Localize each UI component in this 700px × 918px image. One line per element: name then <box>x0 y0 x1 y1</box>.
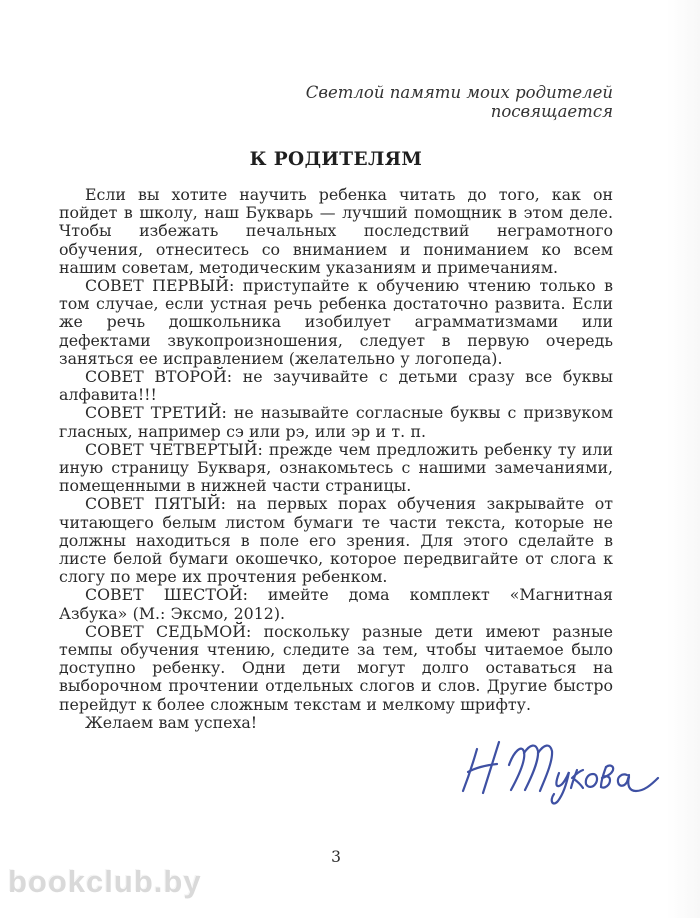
page-title: К РОДИТЕЛЯМ <box>249 149 423 170</box>
body-paragraph: СОВЕТ СЕДЬМОЙ: поскольку разные дети имеют разные темпы обучения чтению, следите за тем, чтобы читаемое было доступно ребенку. Одни дети могут долго оставаться на выборочном прочтении отдельных слогов и слов. Другие быстро перейдут к более сложным текстам и мелкому шрифту. <box>59 621 613 714</box>
epigraph-line-1: Светлой памяти моих родителей <box>305 83 613 102</box>
epigraph-line-2: посвящается <box>490 102 613 121</box>
body-paragraph: СОВЕТ ЧЕТВЕРТЫЙ: прежде чем предложить ребенку ту или иную страницу Букваря, ознакомьтесь с нашими замечаниями, помещенными в нижней части страницы. <box>59 439 613 496</box>
body-paragraph: СОВЕТ ТРЕТИЙ: не называйте согласные буквы с призвуком гласных, например сэ или рэ, или эр и т. п. <box>59 403 613 441</box>
page-number: 3 <box>331 848 341 866</box>
body-paragraph: Если вы хотите научить ребенка читать до того, как он пойдет в школу, наш Букварь — лучший помощник в этом деле. Чтобы избежать печальных последствий неграмотного обучения, отнеситесь со вниманием и пониманием ко всем нашим советам, методическим указаниям и примечаниям. <box>59 185 613 277</box>
body-paragraph: СОВЕТ ПЕРВЫЙ: приступайте к обучению чтению только в том случае, если устная речь ребенка достаточно развита. Если же речь дошкольника изобилует аграмматизмами или дефектами звукопроизношения, следует в первую очередь заняться ее исправлением (желательно у логопеда). <box>59 276 613 368</box>
body-paragraph: Желаем вам успеха! <box>85 712 258 732</box>
body-text <box>59 186 613 732</box>
signature-image <box>443 733 661 818</box>
page-content <box>59 83 613 732</box>
watermark: bookclub.by <box>8 864 202 899</box>
body-paragraph: СОВЕТ ПЯТЫЙ: на первых порах обучения закрывайте от читающего белым листом бумаги те части текста, которые не должны находиться в поле его зрения. Для этого сделайте в листе белой бумаги окошечко, которое передвигайте от слога к слогу по мере их прочтения ребенком. <box>59 494 613 587</box>
body-paragraph: СОВЕТ ВТОРОЙ: не заучивайте с детьми сразу все буквы алфавита!!! <box>59 367 613 405</box>
epigraph <box>59 83 613 121</box>
body-paragraph: СОВЕТ ШЕСТОЙ: имейте дома комплект «Магнитная Азбука» (М.: Эксмо, 2012). <box>59 585 613 623</box>
scan-edge-shadow <box>666 0 700 918</box>
signature-handwriting-icon <box>443 733 661 818</box>
